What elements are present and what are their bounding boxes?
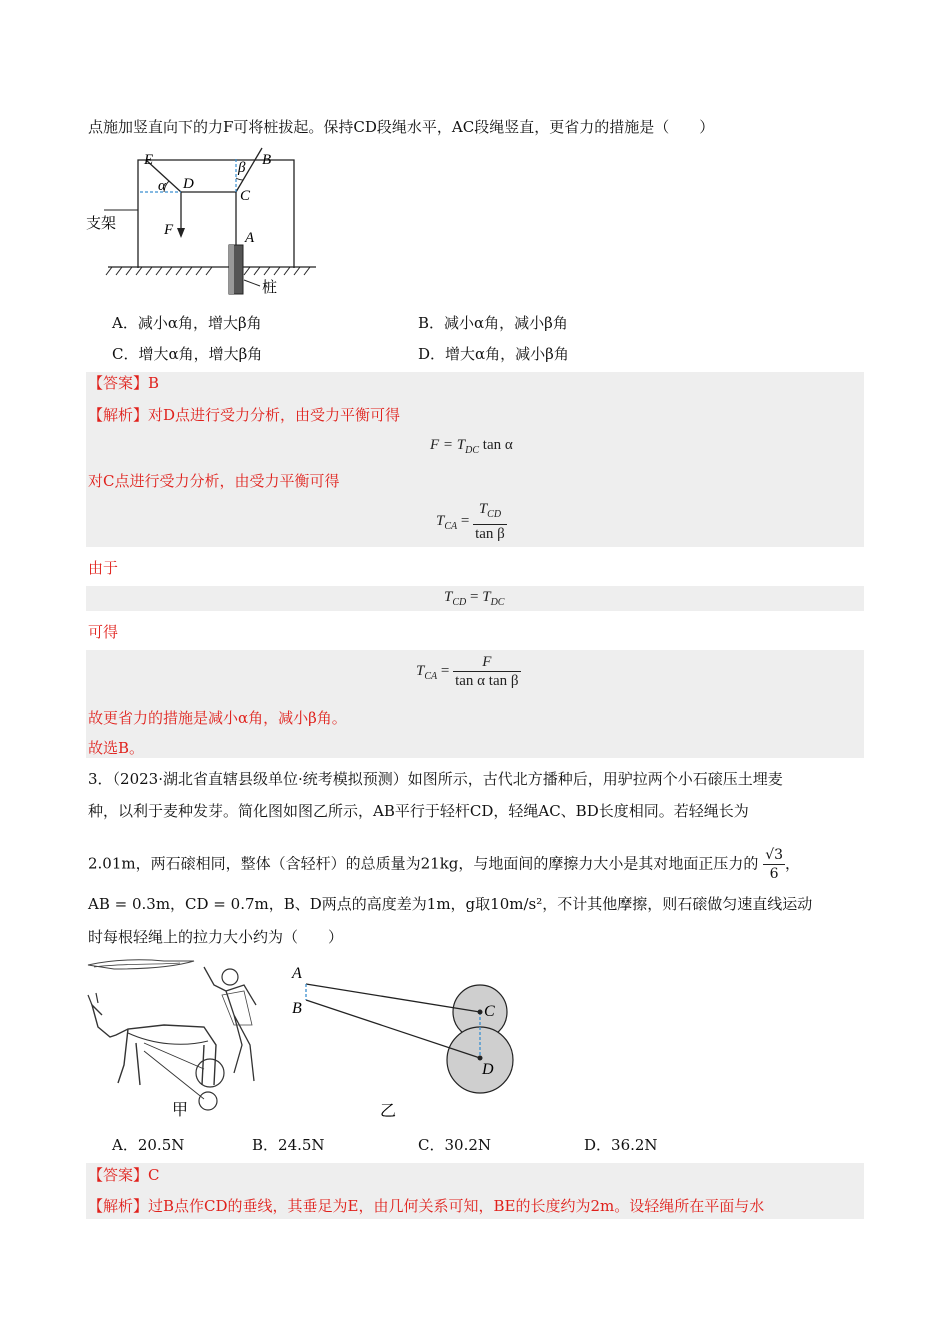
q3-diagram	[286, 958, 526, 1120]
eq4-lhs-sub: CA	[424, 670, 438, 682]
eq4-num: F	[482, 654, 492, 670]
q2-choice: 故选B。	[88, 739, 145, 757]
eq4-frac	[453, 653, 520, 690]
label-C: C	[240, 188, 251, 204]
q3-line-3-text: 2.01m，两石磙相同，整体（含轻杆）的总质量为21kg，与地面间的摩擦力大小是其对地面正压力的	[88, 854, 759, 873]
q3-line-3: 2.01m，两石磙相同，整体（含轻杆）的总质量为21kg，与地面间的摩擦力大小是其对地面正压力的 $\frac{√3}{6}$ ，	[88, 847, 801, 882]
label-E: E	[144, 152, 154, 168]
eq3-b-sub: DC	[490, 597, 505, 608]
label-q3-A: A	[292, 965, 302, 982]
label-F: F	[164, 222, 174, 238]
q2-stem: 点施加竖直向下的力F可将桩拔起。保持CD段绳水平，AC段绳竖直，更省力的措施是（ ）	[88, 118, 715, 136]
q2-analysis-line-3: 由于	[88, 559, 119, 577]
q2-option-c[interactable]: C．增大α角，增大β角	[112, 345, 263, 363]
eq2-frac	[473, 500, 507, 543]
q2-answer: 【答案】B	[88, 374, 160, 392]
eq2-den: tan β	[475, 526, 505, 542]
q2-analysis-line-1	[88, 404, 400, 426]
eq3-a-sub: CD	[452, 597, 467, 608]
eq4-lhs: T	[416, 662, 425, 679]
label-alpha: α	[158, 178, 166, 194]
label-q3-D: D	[482, 1061, 494, 1078]
label-yi: 乙	[380, 1101, 397, 1120]
q3-line-5: 时每根轻绳上的拉力大小约为（ ）	[88, 928, 344, 946]
q3-analysis: 【解析】过B点作CD的垂线，其垂足为E，由几何关系可知，BE的长度约为2m。设轻绳所在平面与水	[88, 1197, 765, 1215]
eq1-main: F = T	[430, 437, 466, 453]
eq2-num: T	[478, 501, 488, 517]
q2-eq1	[430, 437, 513, 456]
q3-line-4: AB = 0.3m，CD = 0.7m，B、D两点的高度差为1m，g取10m/s²，不计其他摩擦，则石磙做匀速直线运动	[88, 895, 813, 913]
label-q3-B: B	[292, 1000, 302, 1017]
q2-analysis-line-4: 可得	[88, 623, 119, 641]
q3-option-c[interactable]: C．30.2N	[418, 1136, 492, 1154]
label-bracket: 支架	[86, 214, 117, 232]
label-D: D	[183, 176, 194, 192]
q3-fraction	[763, 846, 785, 883]
q3-frac-num: √3	[765, 847, 784, 863]
q3-answer: 【答案】C	[88, 1166, 160, 1184]
q2-eq2: $T_{CA}$ = $\frac{T_{CD}}{\text{tan β}}$	[436, 501, 505, 542]
q3-frac-den: 6	[769, 866, 779, 882]
eq4-den: tan α tan β	[455, 673, 519, 689]
q2-conclusion: 故更省力的措施是减小α角，减小β角。	[88, 709, 347, 727]
label-pile: 桩	[262, 278, 278, 296]
q3-line-1: 3．（2023·湖北省直辖县级单位·统考模拟预测）如图所示，古代北方播种后，用驴拉两个小石磙压土埋麦	[88, 770, 783, 788]
q2-eq3: $T_{CD} = T_{DC}$	[444, 589, 505, 608]
analysis-head: 【解析】	[88, 406, 149, 424]
q2-figure	[84, 142, 324, 300]
analysis-text: 对D点进行受力分析，由受力平衡可得	[148, 406, 401, 424]
q2-option-d[interactable]: D．增大α角，减小β角	[418, 345, 569, 363]
label-beta: β	[238, 160, 246, 176]
q3-option-d[interactable]: D．36.2N	[584, 1136, 658, 1154]
q2-option-b[interactable]: B．减小α角，减小β角	[418, 314, 568, 332]
q2-eq4: $T_{CA}$ = $\frac{F}{\text{tan α tan β}}$	[416, 654, 519, 689]
eq2-lhs-sub: CA	[444, 520, 458, 532]
q3-line-2: 种，以利于麦种发芽。简化图如图乙所示，AB平行于轻杆CD，轻绳AC、BD长度相同。若轻绳长为	[88, 802, 749, 820]
eq1-tail: tan α	[479, 437, 513, 453]
eq2-num-sub: CD	[487, 509, 502, 520]
label-q3-C: C	[484, 1003, 495, 1020]
label-B: B	[262, 152, 272, 168]
donkey-illustration	[84, 955, 284, 1123]
q2-option-a[interactable]: A．减小α角，增大β角	[112, 314, 262, 332]
eq3-b: T	[482, 589, 491, 605]
label-jia: 甲	[172, 1100, 189, 1119]
eq2-lhs: T	[436, 512, 445, 529]
q3-option-b[interactable]: B．24.5N	[252, 1136, 325, 1154]
q2-analysis-line-2: 对C点进行受力分析，由受力平衡可得	[88, 472, 340, 490]
eq1-sub: DC	[465, 445, 480, 456]
eq3-a: T	[444, 589, 453, 605]
q3-option-a[interactable]: A．20.5N	[112, 1136, 185, 1154]
label-A: A	[245, 230, 255, 246]
